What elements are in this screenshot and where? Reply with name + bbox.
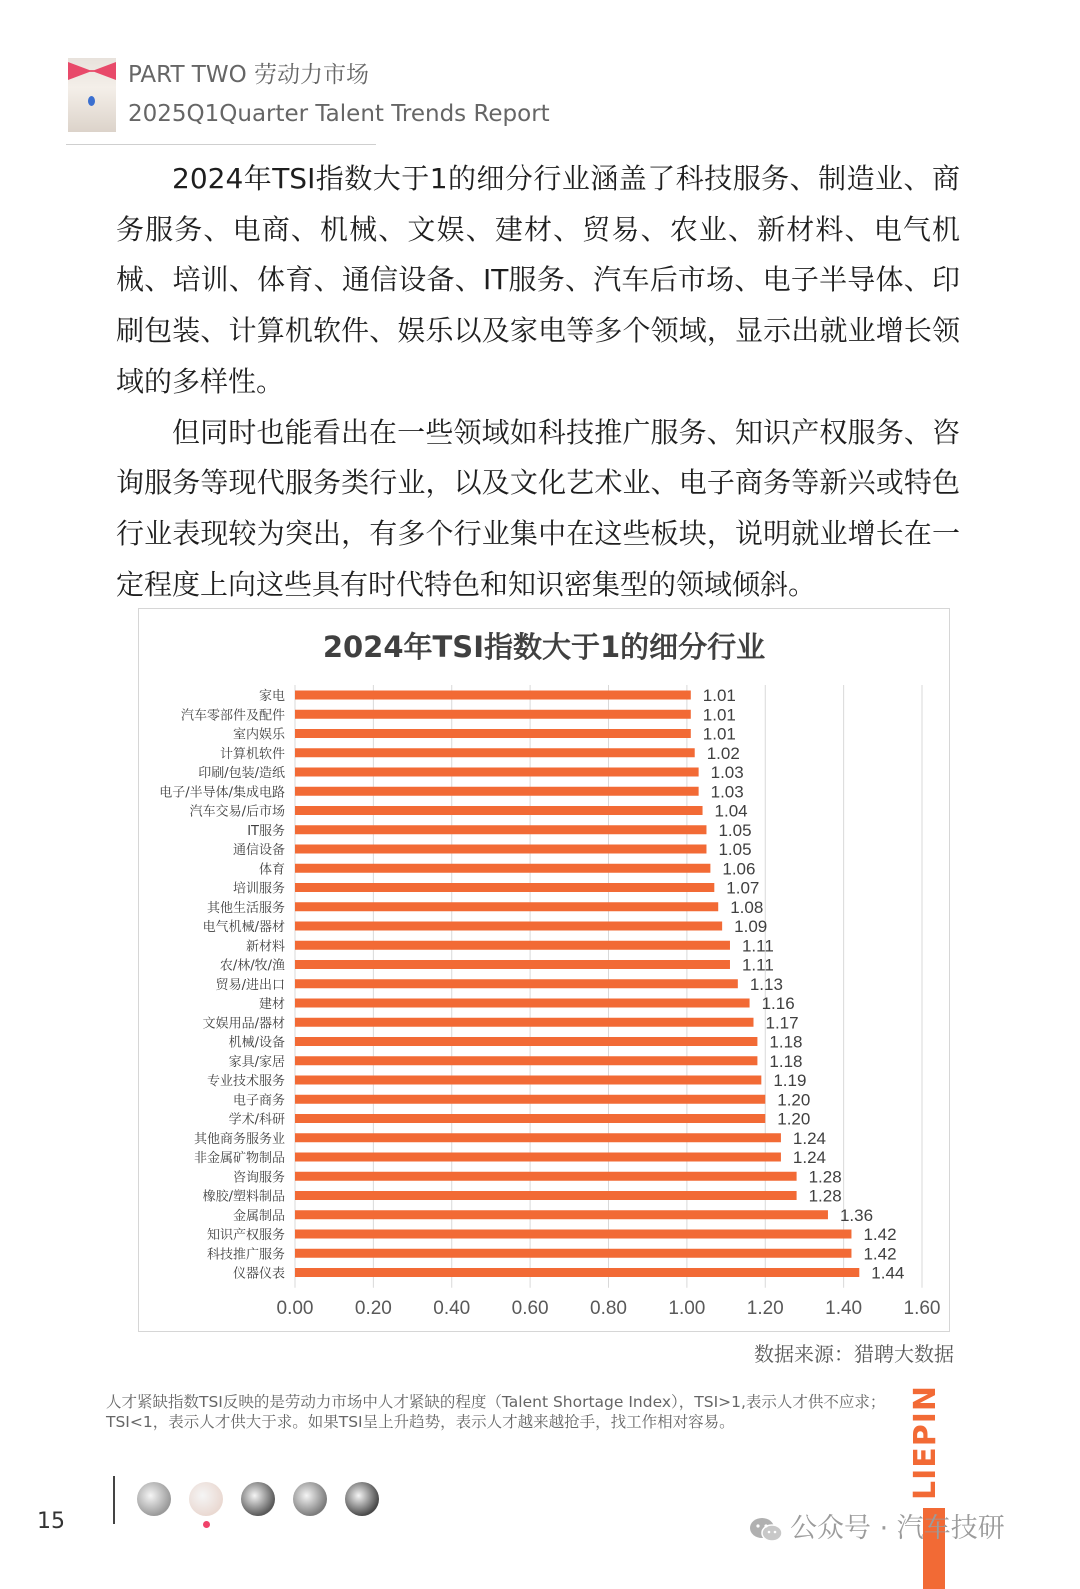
data-label: 1.18 [769, 1032, 803, 1052]
section-title: PART TWO 劳动力市场 [128, 62, 370, 88]
category-label: 专业技术服务 [206, 1074, 285, 1089]
x-tick-label: 0.40 [433, 1297, 471, 1319]
bow-tie-graphic [68, 62, 116, 80]
category-label: 电子商务 [232, 1093, 285, 1109]
category-label: 家具/家居 [228, 1054, 285, 1070]
category-label: 电气机械/器材 [202, 920, 285, 935]
body-text [116, 154, 960, 610]
bar [295, 864, 710, 873]
chart-container [138, 608, 950, 1332]
watermark [748, 1506, 1005, 1545]
bar [295, 1076, 761, 1085]
data-label: 1.42 [863, 1244, 897, 1264]
paragraph-1: 2024年TSI指数大于1的细分行业涵盖了科技服务、制造业、商务服务、电商、机械、文娱、建材、贸易、农业、新材料、电气机械、培训、体育、通信设备、IT服务、汽车后市场、电子半导体、印刷包装、计算机软件、娱乐以及家电等多个领域，显示出就业增长领域的多样性。 [116, 162, 960, 398]
data-label: 1.18 [769, 1051, 803, 1071]
category-label: 电子/半导体/集成电路 [159, 785, 285, 801]
data-label: 1.08 [730, 897, 764, 917]
data-label: 1.01 [702, 686, 736, 705]
bar [295, 1249, 851, 1258]
bar [295, 941, 730, 950]
bar [295, 787, 699, 796]
data-label: 1.24 [792, 1148, 827, 1167]
data-label: 1.36 [839, 1205, 874, 1225]
x-tick-label: 0.00 [276, 1297, 314, 1319]
thumbnail-4[interactable] [293, 1482, 327, 1516]
bar [295, 960, 730, 969]
category-label: 金属制品 [232, 1208, 285, 1224]
wechat-icon [748, 1516, 784, 1544]
bar [295, 1230, 851, 1239]
x-tick-label: 1.40 [825, 1297, 863, 1319]
category-label: 其他生活服务 [206, 900, 285, 916]
data-label: 1.04 [714, 801, 748, 821]
category-label: 新材料 [245, 939, 285, 955]
data-source: 数据来源：猎聘大数据 [754, 1342, 954, 1366]
active-indicator [203, 1521, 210, 1528]
category-label: 仪器仪表 [232, 1266, 285, 1282]
category-label: 其他商务服务业 [193, 1131, 285, 1147]
bar [295, 748, 695, 757]
brand-logo: LIEPIN [908, 1384, 943, 1500]
data-label: 1.09 [734, 917, 768, 936]
category-label: 通信设备 [232, 843, 285, 858]
bar-chart [139, 609, 949, 1331]
data-label: 1.16 [761, 994, 795, 1013]
thumbnail-2[interactable] [189, 1482, 223, 1516]
bar [295, 1037, 757, 1046]
bar [295, 806, 703, 815]
data-label: 1.01 [702, 705, 736, 725]
bar [295, 999, 750, 1008]
bar [295, 768, 699, 777]
data-label: 1.05 [718, 820, 752, 840]
data-label: 1.07 [726, 878, 760, 898]
category-label: 贸易/进出口 [215, 977, 285, 993]
bar [295, 1133, 781, 1142]
data-label: 1.03 [710, 763, 744, 782]
data-label: 1.20 [777, 1109, 811, 1129]
footnote: 人才紧缺指数TSI反映的是劳动力市场中人才紧缺的程度（Talent Shortage Index），TSI>1,表示人才供不应求；TSI<1，表示人才供大于求。如果TSI呈上升趋势，表示人才越来越抢手，找工作相对容易。 [106, 1393, 886, 1431]
category-label: 科技推广服务 [206, 1247, 285, 1263]
footer-divider [113, 1476, 115, 1524]
bar [295, 1056, 757, 1065]
page-number: 15 [37, 1509, 65, 1534]
category-label: 橡胶/塑料制品 [202, 1189, 285, 1205]
bar [295, 825, 706, 834]
data-label: 1.06 [722, 859, 756, 879]
x-tick-label: 0.80 [590, 1297, 627, 1319]
data-label: 1.11 [741, 955, 774, 975]
bar [295, 691, 691, 700]
category-label: 培训服务 [232, 881, 285, 897]
category-label: 建材 [258, 997, 285, 1012]
paragraph-2: 但同时也能看出在一些领域如科技推广服务、知识产权服务、咨询服务等现代服务类行业，以及文化艺术业、电子商务等新兴或特色行业表现较为突出，有多个行业集中在这些板块，说明就业增长在一定程度上向这些具有时代特色和知识密集型的领域倾斜。 [116, 415, 960, 601]
data-label: 1.44 [871, 1263, 905, 1283]
data-label: 1.11 [741, 936, 774, 956]
x-tick-label: 1.20 [746, 1297, 784, 1319]
bar [295, 1191, 797, 1200]
bar [295, 1114, 765, 1123]
bar [295, 1268, 859, 1277]
category-label: 计算机软件 [219, 746, 285, 762]
chart-title: 2024年TSI指数大于1的细分行业 [322, 630, 766, 664]
category-label: 文娱用品/器材 [202, 1016, 285, 1032]
category-label: 印刷/包装/造纸 [198, 766, 285, 781]
category-label: IT服务 [247, 823, 285, 839]
pin-graphic [88, 96, 95, 106]
bar [295, 1095, 765, 1104]
data-label: 1.28 [808, 1167, 842, 1187]
data-label: 1.05 [718, 840, 752, 859]
category-label: 学术/科研 [228, 1112, 285, 1128]
data-label: 1.03 [710, 782, 744, 802]
bar [295, 845, 706, 854]
thumbnail-5[interactable] [345, 1482, 379, 1516]
x-tick-label: 0.20 [354, 1297, 392, 1319]
data-label: 1.42 [863, 1225, 897, 1244]
x-tick-label: 0.60 [511, 1297, 549, 1319]
data-label: 1.20 [777, 1090, 811, 1110]
bar [295, 883, 714, 892]
category-label: 机械/设备 [228, 1035, 285, 1051]
header-thumbnail [68, 58, 116, 132]
category-label: 体育 [258, 862, 285, 878]
bar [295, 979, 738, 988]
category-label: 非金属矿物制品 [193, 1151, 285, 1166]
bar [295, 1153, 781, 1162]
bar [295, 710, 691, 719]
header-divider [66, 144, 376, 145]
category-label: 汽车交易/后市场 [189, 804, 285, 820]
thumbnail-3[interactable] [241, 1482, 275, 1516]
bar [295, 1210, 828, 1219]
bar [295, 1172, 797, 1181]
bar [295, 902, 718, 911]
bar [295, 922, 722, 931]
bar [295, 1018, 753, 1027]
category-label: 家电 [258, 689, 285, 704]
data-label: 1.13 [749, 974, 783, 994]
thumbnail-1[interactable] [137, 1482, 171, 1516]
x-tick-label: 1.00 [668, 1297, 706, 1319]
data-label: 1.02 [706, 743, 740, 763]
watermark-text: 公众号 · 汽车技研 [790, 1513, 1005, 1544]
category-label: 咨询服务 [232, 1170, 285, 1186]
data-label: 1.01 [702, 724, 736, 744]
category-label: 农/林/牧/渔 [219, 958, 285, 974]
category-label: 知识产权服务 [206, 1228, 285, 1243]
x-tick-label: 1.60 [903, 1297, 941, 1319]
data-label: 1.24 [792, 1128, 827, 1148]
category-label: 室内娱乐 [232, 727, 285, 743]
report-title: 2025Q1Quarter Talent Trends Report [128, 101, 550, 127]
category-label: 汽车零部件及配件 [180, 708, 285, 724]
bar [295, 729, 691, 738]
data-label: 1.19 [773, 1071, 807, 1090]
data-label: 1.17 [765, 1013, 799, 1033]
data-label: 1.28 [808, 1186, 842, 1206]
